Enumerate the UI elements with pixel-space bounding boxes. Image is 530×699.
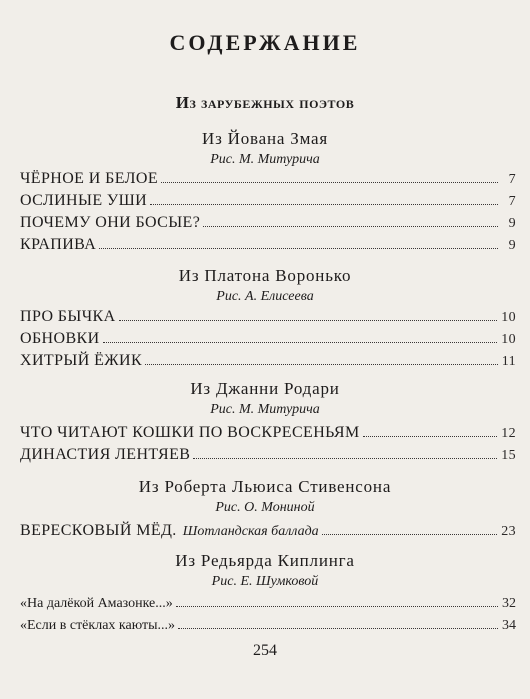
entry-page: 34: [502, 618, 516, 633]
entry-page: 7: [508, 172, 516, 187]
entry-title: ДИНАСТИЯ ЛЕНТЯЕВ: [20, 446, 191, 463]
section-title: Из Редьярда Киплинга: [175, 551, 355, 570]
dot-leader: [363, 436, 498, 437]
dot-leader: [193, 458, 497, 459]
entry-title: ЧЁРНОЕ И БЕЛОЕ: [20, 170, 159, 187]
toc-entry[interactable]: [20, 192, 516, 210]
entry-page: 11: [501, 354, 516, 369]
entry-title: КРАПИВА: [20, 236, 97, 253]
toc-entry[interactable]: [20, 424, 516, 442]
section-illustrator: Рис. А. Елисеева: [216, 289, 314, 304]
dot-leader: [161, 182, 498, 183]
entry-page: 9: [508, 216, 516, 231]
part-title: Из зарубежных поэтов: [175, 93, 355, 112]
dot-leader: [322, 534, 498, 535]
toc-entry[interactable]: [20, 214, 516, 232]
entry-title: «Если в стёклах каюты...»: [20, 618, 176, 633]
dot-leader: [178, 628, 498, 629]
entry-title: ПРО БЫЧКА: [20, 308, 116, 325]
entry-page: 32: [502, 596, 516, 611]
dot-leader: [176, 606, 498, 607]
entry-title: «На далёкой Амазонке...»: [20, 596, 173, 611]
toc-entry[interactable]: [20, 352, 516, 370]
entry-page: 9: [508, 238, 516, 253]
entry-title: ОБНОВКИ: [20, 330, 100, 347]
entry-title: ЧТО ЧИТАЮТ КОШКИ ПО ВОСКРЕСЕНЬЯМ: [20, 424, 360, 441]
section-illustrator: Рис. Е. Шумковой: [211, 574, 319, 589]
entry-title: ВЕРЕСКОВЫЙ МЁД.: [20, 522, 177, 539]
toc-entry[interactable]: [20, 170, 516, 188]
toc-entry[interactable]: [20, 596, 516, 612]
entry-title: ПОЧЕМУ ОНИ БОСЫЕ?: [20, 214, 201, 231]
entry-page: 15: [501, 448, 516, 463]
entry-page: 7: [508, 194, 516, 209]
entry-title: ОСЛИНЫЕ УШИ: [20, 192, 148, 209]
entry-page: 10: [501, 332, 516, 347]
toc-entry[interactable]: [20, 330, 516, 348]
entry-page: 12: [501, 426, 516, 441]
entry-page: 10: [501, 310, 516, 325]
page-title: СОДЕРЖАНИЕ: [169, 30, 361, 55]
page-number: 254: [253, 642, 277, 659]
dot-leader: [119, 320, 498, 321]
toc-entry[interactable]: [20, 618, 516, 634]
section-illustrator: Рис. М. Митурича: [210, 402, 320, 417]
toc-entry[interactable]: [20, 308, 516, 326]
entry-title: ХИТРЫЙ ЁЖИК: [20, 352, 143, 369]
dot-leader: [99, 248, 498, 249]
dot-leader: [203, 226, 498, 227]
toc-entry[interactable]: [20, 446, 516, 464]
toc-entry[interactable]: [20, 522, 516, 540]
dot-leader: [150, 204, 498, 205]
toc-entry[interactable]: [20, 236, 516, 254]
entry-subtitle: Шотландская баллада: [182, 524, 319, 539]
dot-leader: [145, 364, 498, 365]
section-title: Из Роберта Льюиса Стивенсона: [138, 477, 392, 496]
entry-page: 23: [501, 524, 516, 539]
section-title: Из Йована Змая: [202, 129, 328, 148]
section-title: Из Платона Воронько: [178, 266, 352, 285]
section-illustrator: Рис. М. Митурича: [210, 152, 320, 167]
section-title: Из Джанни Родари: [190, 379, 340, 398]
section-illustrator: Рис. О. Мониной: [215, 500, 315, 515]
dot-leader: [103, 342, 498, 343]
